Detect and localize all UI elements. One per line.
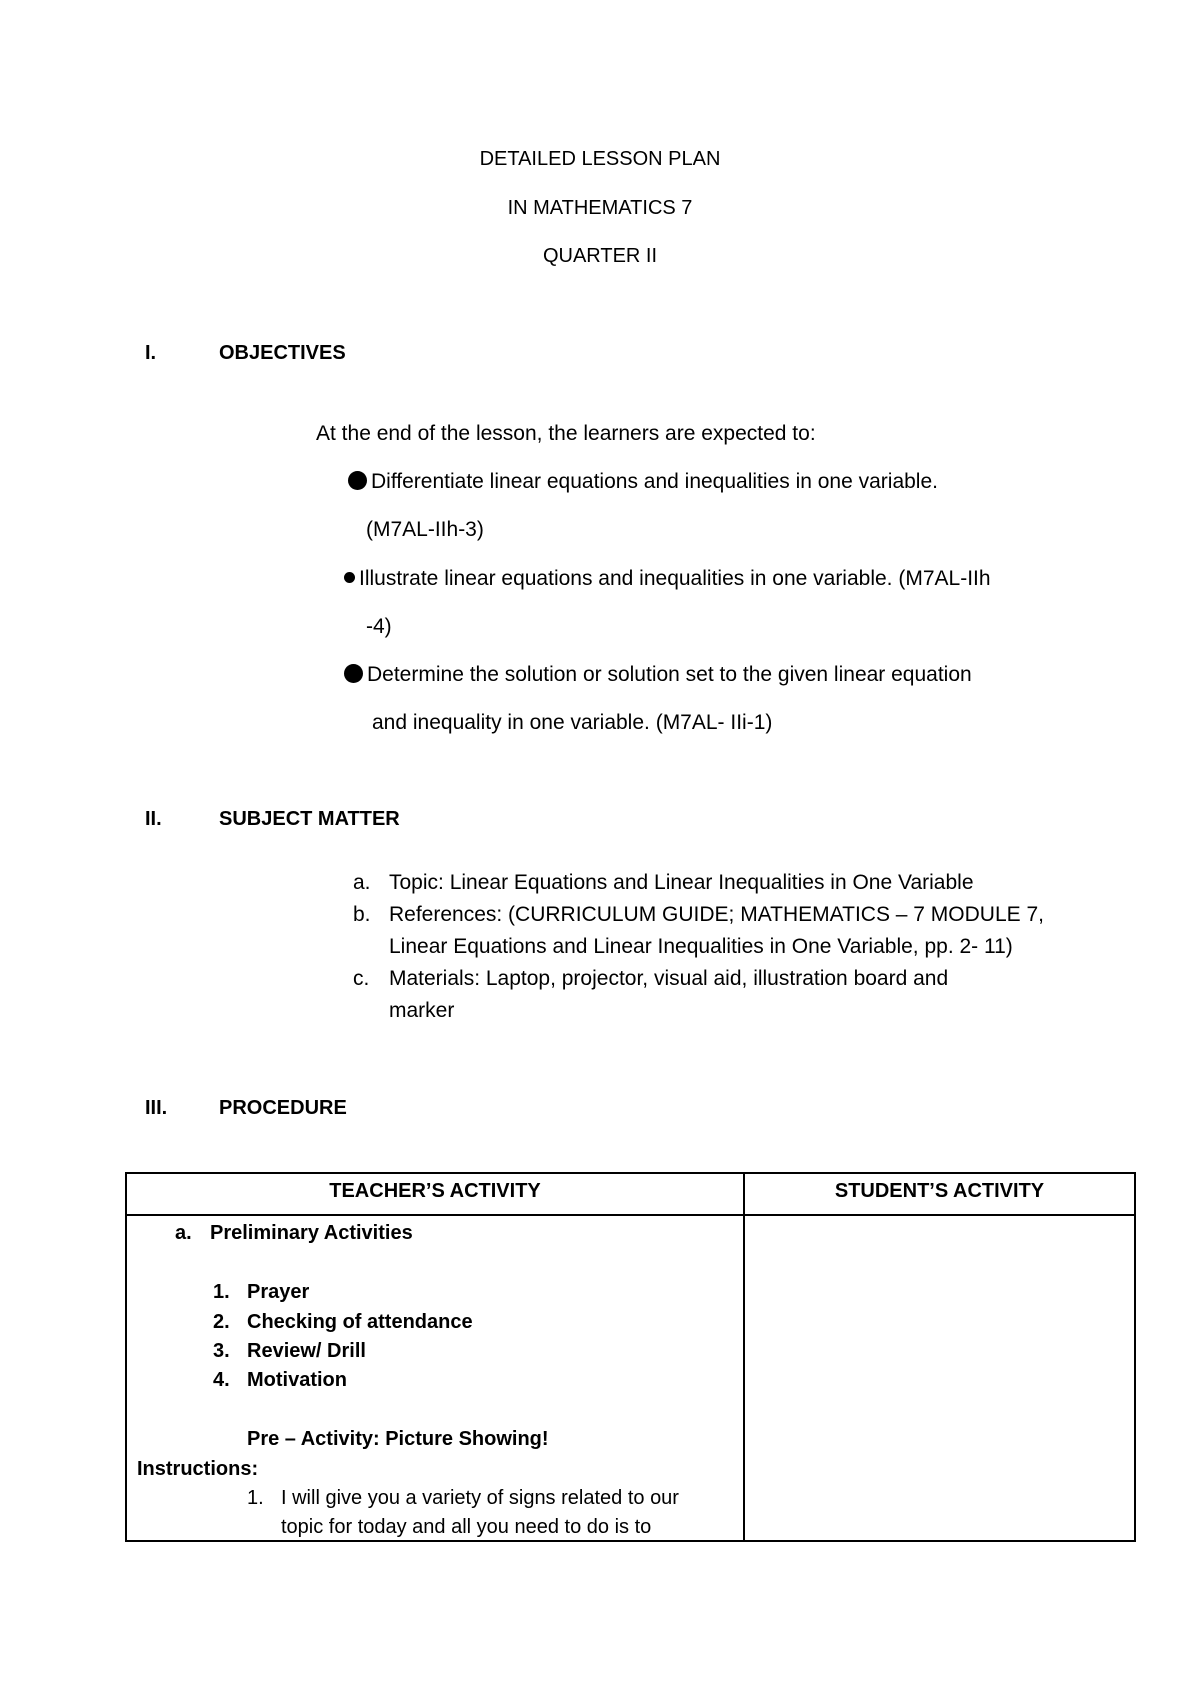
subject-item-b-line-2: Linear Equations and Linear Inequalities in One Variable, pp. 2- 11) bbox=[389, 935, 1013, 958]
title-line-1: DETAILED LESSON PLAN bbox=[479, 148, 721, 170]
activity-table bbox=[125, 1172, 1136, 1542]
objectives-heading: OBJECTIVES bbox=[219, 342, 346, 364]
subject-item-a-line-1: Topic: Linear Equations and Linear Inequalities in One Variable bbox=[389, 871, 974, 894]
title-line-3: QUARTER II bbox=[542, 245, 658, 267]
subject-matter-heading: SUBJECT MATTER bbox=[219, 808, 400, 830]
subject-item-a-marker: a. bbox=[353, 871, 371, 894]
subject-matter-numeral: II. bbox=[145, 808, 162, 830]
preliminary-marker: a. bbox=[175, 1222, 192, 1244]
subject-item-c-line-1: Materials: Laptop, projector, visual aid, illustration board and bbox=[389, 967, 949, 990]
bullet-icon bbox=[344, 664, 363, 683]
procedure-heading: PROCEDURE bbox=[219, 1097, 347, 1119]
objective-item-2 bbox=[344, 567, 991, 591]
preliminary-title: Preliminary Activities bbox=[210, 1222, 413, 1244]
subject-item-c-line-2: marker bbox=[389, 999, 455, 1022]
bullet-icon bbox=[344, 572, 355, 583]
objective-item-3 bbox=[344, 663, 972, 687]
subject-item-b-marker: b. bbox=[353, 903, 371, 926]
step-1-label: Prayer bbox=[247, 1281, 310, 1303]
step-2-num: 2. bbox=[213, 1311, 230, 1333]
subject-item-c-marker: c. bbox=[353, 967, 370, 990]
objectives-intro: At the end of the lesson, the learners are expected to: bbox=[316, 422, 816, 445]
procedure-numeral: III. bbox=[145, 1097, 168, 1119]
objective-item-2-line-1: Illustrate linear equations and inequalities in one variable. (M7AL-IIh bbox=[359, 567, 991, 590]
title-line-2: IN MATHEMATICS 7 bbox=[507, 197, 693, 219]
table-header-divider bbox=[127, 1214, 1134, 1216]
step-3-num: 3. bbox=[213, 1340, 230, 1362]
objective-item-3-line-1: Determine the solution or solution set to the given linear equation bbox=[367, 663, 972, 686]
instruction-1-num: 1. bbox=[247, 1487, 264, 1509]
pre-activity-title: Pre – Activity: Picture Showing! bbox=[247, 1428, 549, 1450]
teacher-activity-header: TEACHER’S ACTIVITY bbox=[329, 1180, 541, 1202]
step-4-label: Motivation bbox=[247, 1369, 347, 1391]
step-1-num: 1. bbox=[213, 1281, 230, 1303]
instruction-1-line-2: topic for today and all you need to do is to bbox=[281, 1516, 652, 1538]
bullet-icon bbox=[348, 471, 367, 490]
objective-item-1-line-1: Differentiate linear equations and inequalities in one variable. bbox=[371, 470, 938, 493]
objective-item-1-line-2: (M7AL-IIh-3) bbox=[366, 518, 484, 541]
objective-item-3-line-2: and inequality in one variable. (M7AL- IIi-1) bbox=[372, 711, 773, 734]
table-column-divider bbox=[743, 1174, 745, 1540]
instruction-1-line-1: I will give you a variety of signs related to our bbox=[281, 1487, 679, 1509]
objective-item-1 bbox=[348, 470, 938, 494]
step-2-label: Checking of attendance bbox=[247, 1311, 473, 1333]
student-activity-header: STUDENT’S ACTIVITY bbox=[834, 1180, 1045, 1202]
objectives-numeral: I. bbox=[145, 342, 157, 364]
step-3-label: Review/ Drill bbox=[247, 1340, 366, 1362]
step-4-num: 4. bbox=[213, 1369, 230, 1391]
subject-item-b-line-1: References: (CURRICULUM GUIDE; MATHEMATICS – 7 MODULE 7, bbox=[389, 903, 1044, 926]
instructions-label: Instructions: bbox=[137, 1458, 259, 1480]
objective-item-2-line-2: -4) bbox=[366, 615, 392, 638]
